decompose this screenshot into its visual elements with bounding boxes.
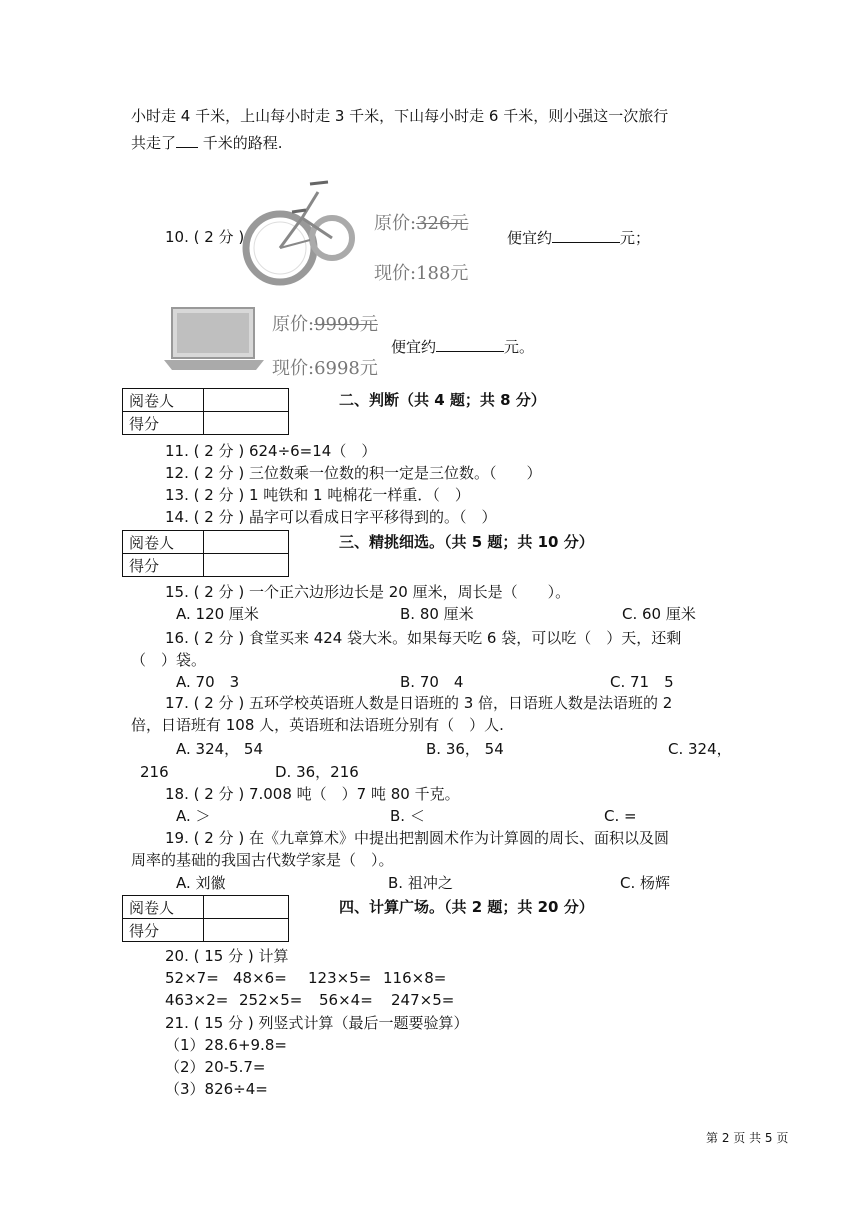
question-19-option-c: C. 杨辉: [620, 874, 671, 892]
answer-blank: [436, 336, 504, 352]
question-16-option-c: C. 71 5: [610, 673, 674, 691]
laptop-image: [164, 306, 264, 374]
answer-blank: [552, 227, 620, 243]
question-12: 12. ( 2 分 ) 三位数乘一位数的积一定是三位数。（ ）: [165, 464, 542, 482]
laptop-original-price: [272, 315, 378, 335]
question-17-option-a: A. 324， 54: [176, 740, 264, 758]
bike-answer-post: 元；: [620, 229, 651, 247]
question-21-item-2: （2）20-5.7=: [165, 1058, 266, 1076]
reviewer-label: 阅卷人: [123, 531, 204, 554]
calc-item: 48×6=: [233, 969, 287, 987]
question-15-stem: 15. ( 2 分 ) 一个正六边形边长是 20 厘米，周长是（ ）。: [165, 583, 571, 601]
bike-answer-pre: 便宜约: [507, 229, 553, 247]
score-label: 得分: [123, 412, 204, 435]
laptop-answer-pre: 便宜约: [391, 338, 437, 356]
bike-original-price: [374, 214, 468, 234]
score-label: 得分: [123, 554, 204, 577]
score-cell: [204, 919, 289, 942]
laptop-original-label: 原价:: [272, 314, 315, 335]
bicycle-image: [240, 178, 358, 288]
laptop-original-amount: 9999元: [314, 314, 378, 335]
calc-item: 56×4=: [319, 991, 373, 1009]
score-label: 得分: [123, 919, 204, 942]
question-19-stem-1: 19. ( 2 分 ) 在《九章算术》中提出把割圆术作为计算圆的周长、面积以及圆: [165, 829, 669, 847]
intro-line-2-post: 千米的路程.: [198, 134, 283, 152]
question-20-stem: 20. ( 15 分 ) 计算: [165, 947, 289, 965]
reviewer-cell: [204, 389, 289, 412]
calc-item: 463×2=: [165, 991, 229, 1009]
laptop-answer: [391, 336, 534, 357]
reviewer-cell: [204, 896, 289, 919]
question-16-option-b: B. 70 4: [400, 673, 464, 691]
calc-row-2: [165, 990, 454, 1010]
intro-line-2-pre: 共走了: [131, 134, 177, 152]
grader-table: [122, 895, 289, 942]
question-21-item-3: （3）826÷4=: [165, 1080, 268, 1098]
calc-item: 116×8=: [383, 969, 447, 987]
question-17-stem-2: 倍，日语班有 108 人，英语班和法语班分别有（ ）人.: [131, 716, 504, 734]
calc-row-1: [165, 968, 446, 988]
question-18-stem: 18. ( 2 分 ) 7.008 吨（ ）7 吨 80 千克。: [165, 785, 460, 803]
laptop-answer-post: 元。: [504, 338, 535, 356]
laptop-current-price: 现价:6998元: [272, 358, 378, 379]
question-16-option-a: A. 70 3: [176, 673, 240, 691]
question-21-stem: 21. ( 15 分 ) 列竖式计算（最后一题要验算）: [165, 1014, 469, 1032]
question-19-stem-2: 周率的基础的我国古代数学家是（ ）。: [131, 851, 394, 869]
reviewer-label: 阅卷人: [123, 389, 204, 412]
question-17-option-b: B. 36， 54: [426, 740, 504, 758]
grader-table: [122, 388, 289, 435]
calc-item: 252×5=: [239, 991, 303, 1009]
reviewer-label: 阅卷人: [123, 896, 204, 919]
question-18-option-b: B. ＜: [390, 807, 425, 825]
question-15-option-c: C. 60 厘米: [622, 605, 696, 623]
bike-original-amount: 326元: [416, 213, 469, 234]
question-21-item-1: （1）28.6+9.8=: [165, 1036, 287, 1054]
intro-line-1: 小时走 4 千米，上山每小时走 3 千米，下山每小时走 6 千米，则小强这一次旅行: [131, 107, 669, 125]
score-cell: [204, 554, 289, 577]
question-11: 11. ( 2 分 ) 624÷6=14（ ）: [165, 442, 377, 460]
bike-current-price: 现价:188元: [374, 263, 469, 284]
grader-table: [122, 530, 289, 577]
question-15-option-b: B. 80 厘米: [400, 605, 474, 623]
question-18-option-c: C. =: [604, 807, 637, 825]
question-17-option-c: C. 324，: [668, 740, 732, 758]
question-18-option-a: A. ＞: [176, 807, 211, 825]
question-17-option-d: D. 36，216: [275, 763, 359, 781]
question-19-option-b: B. 祖冲之: [388, 874, 453, 892]
question-17-option-c-cont: 216: [140, 763, 169, 781]
question-10-number: 10. ( 2 分 ): [165, 228, 245, 246]
section-2-title: 二、判断（共 4 题；共 8 分）: [339, 391, 546, 409]
page-footer: 第 2 页 共 5 页: [706, 1131, 789, 1145]
question-16-stem-2: （ ）袋。: [131, 651, 207, 669]
score-cell: [204, 412, 289, 435]
question-19-option-a: A. 刘徽: [176, 874, 226, 892]
calc-item: 52×7=: [165, 969, 219, 987]
answer-blank: [176, 132, 198, 148]
section-3-title: 三、精挑细选。（共 5 题；共 10 分）: [339, 533, 594, 551]
question-13: 13. ( 2 分 ) 1 吨铁和 1 吨棉花一样重．（ ）: [165, 486, 470, 504]
section-4-title: 四、计算广场。（共 2 题；共 20 分）: [339, 898, 594, 916]
calc-item: 247×5=: [391, 991, 455, 1009]
reviewer-cell: [204, 531, 289, 554]
question-16-stem-1: 16. ( 2 分 ) 食堂买来 424 袋大米。如果每天吃 6 袋，可以吃（ ）天，还剩: [165, 629, 682, 647]
question-14: 14. ( 2 分 ) 晶字可以看成日字平移得到的。（ ）: [165, 508, 497, 526]
question-17-stem-1: 17. ( 2 分 ) 五环学校英语班人数是日语班的 3 倍，日语班人数是法语班的 2: [165, 694, 673, 712]
bike-original-label: 原价:: [374, 213, 417, 234]
bike-answer: [507, 227, 650, 248]
intro-line-2: [131, 132, 283, 153]
calc-item: 123×5=: [308, 969, 372, 987]
question-15-option-a: A. 120 厘米: [176, 605, 259, 623]
